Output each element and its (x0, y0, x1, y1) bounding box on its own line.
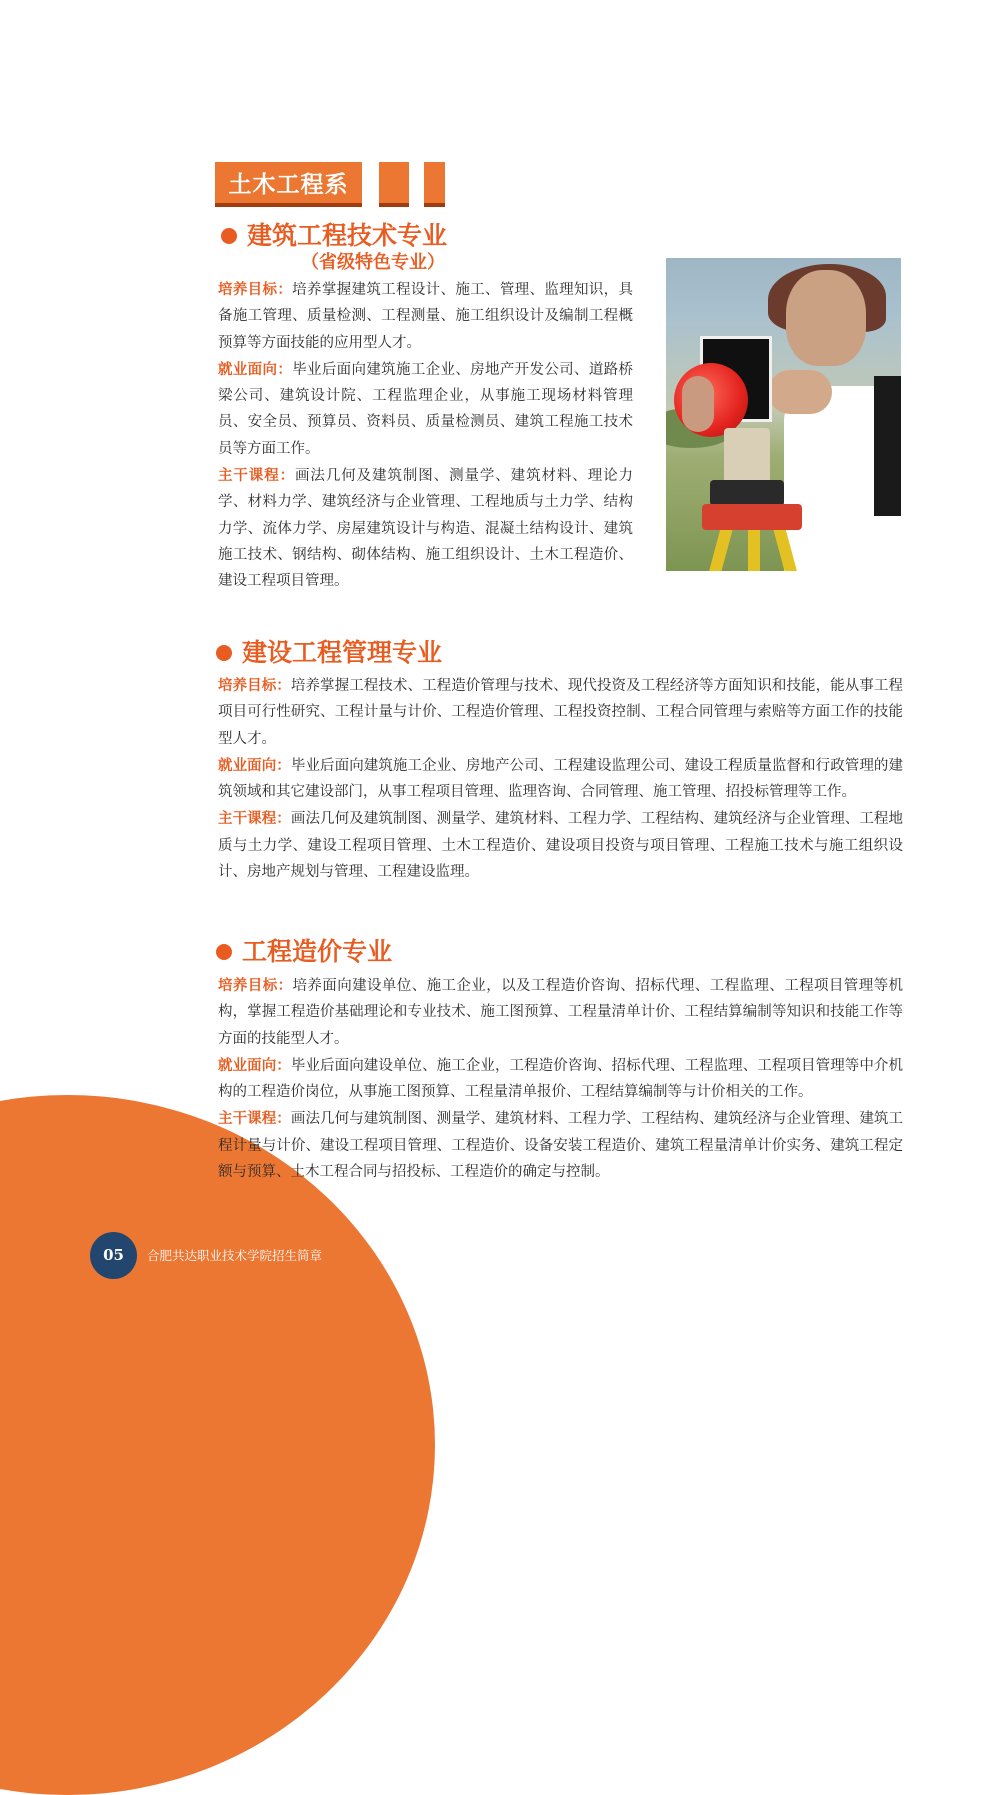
para-text: 培养面向建设单位、施工企业，以及工程造价咨询、招标代理、工程监理、工程项目管理等机构，掌握工程造价基础理论和专业技术、施工图预算、工程量清单计价、工程结算编制等知识和技能工作等方面的技能型人才。 (218, 978, 903, 1047)
para-text: 培养掌握建筑工程设计、施工、管理、监理知识，具备施工管理、质量检测、工程测量、施工组织设计及编制工程概预算等方面技能的应用型人才。 (218, 282, 634, 351)
header-decor-bar (424, 162, 445, 207)
para-text: 画法几何及建筑制图、测量学、建筑材料、工程力学、工程结构、建筑经济与企业管理、工程地质与土力学、建设工程项目管理、土木工程造价、建设项目投资与项目管理、工程施工技术与施工组织设计、房地产规划与管理、工程建设监理。 (218, 811, 904, 881)
tripod-leg (703, 526, 733, 571)
para-label: 主干课程： (218, 1110, 291, 1128)
para-text: 毕业后面向建筑施工企业、房地产开发公司、道路桥梁公司、建筑设计院、工程监理企业，从事施工现场材料管理员、安全员、预算员、资料员、质量检测员、建筑工程施工技术员等方面工作。 (218, 361, 634, 457)
para-label: 主干课程： (218, 467, 296, 485)
major-section-construction-management (216, 638, 906, 668)
photo-instrument (724, 428, 770, 484)
major-title (216, 638, 906, 668)
para-label: 培养目标： (218, 977, 293, 994)
para-text: 培养掌握工程技术、工程造价管理与技术、现代投资及工程经济等方面知识和技能，能从事工程项目可行性研究、工程计量与计价、工程造价管理、工程投资控制、工程合同管理与索赔等方面工作的技能型人才。 (218, 678, 904, 747)
major-section-cost-engineering (216, 937, 906, 967)
major-body-construction-management (218, 673, 903, 886)
employment-direction (218, 357, 633, 462)
major-body-cost-engineering (218, 973, 903, 1186)
major-title-text: 建设工程管理专业 (242, 638, 443, 667)
para-text: 毕业后面向建设单位、施工企业，工程造价咨询、招标代理、工程监理、工程项目管理等中介机构的工程造价岗位，从事施工图预算、工程量清单报价、工程结算编制等与计价相关的工作。 (218, 1057, 904, 1101)
decorative-orange-circle (0, 1095, 435, 1795)
para-text: 毕业后面向建筑施工企业、房地产公司、工程建设监理公司、建设工程质量监督和行政管理的建筑领域和其它建设部门，从事工程项目管理、监理咨询、合同管理、施工管理、招投标管理等工作。 (218, 757, 904, 801)
tripod-leg (748, 526, 760, 571)
para-label: 培养目标： (218, 281, 293, 298)
para-label: 就业面向： (218, 1056, 291, 1074)
para-label: 就业面向： (218, 360, 293, 378)
main-courses (218, 463, 633, 594)
page-number: 05 (90, 1232, 137, 1279)
footer-text: 合肥共达职业技术学院招生简章 (147, 1248, 323, 1263)
bullet-dot-icon (216, 944, 232, 960)
para-label: 主干课程： (218, 810, 291, 828)
major-title (221, 221, 661, 251)
para-label: 培养目标： (218, 677, 291, 694)
photo-sleeve (874, 376, 901, 516)
major-body-architecture (218, 277, 633, 596)
employment-direction (218, 1053, 903, 1106)
major-title (216, 937, 906, 967)
major-title-text: 建筑工程技术专业 (247, 221, 448, 250)
employment-direction (218, 753, 903, 806)
major-subtitle: （省级特色专业） (301, 252, 445, 273)
bullet-dot-icon (216, 645, 232, 661)
main-courses (218, 806, 903, 885)
para-text: 画法几何与建筑制图、测量学、建筑材料、工程力学、工程结构、建筑经济与企业管理、建筑工程计量与计价、建设工程项目管理、工程造价、设备安装工程造价、建筑工程量清单计价实务、建筑工程定额与预算、土木工程合同与招投标、工程造价的确定与控制。 (218, 1111, 904, 1181)
header-decor-bar (379, 162, 409, 207)
training-goal (218, 973, 903, 1052)
bullet-dot-icon (221, 228, 237, 244)
department-title: 土木工程系 (215, 162, 362, 207)
surveyor-photo (666, 258, 901, 571)
main-courses (218, 1106, 903, 1185)
para-text: 画法几何及建筑制图、测量学、建筑材料、理论力学、材料力学、建筑经济与企业管理、工程地质与土力学、结构力学、流体力学、房屋建筑设计与构造、混凝土结构设计、建筑施工技术、钢结构、砌体结构、施工组织设计、土木工程造价、建设工程项目管理。 (218, 468, 634, 590)
para-label: 就业面向： (218, 756, 291, 774)
tripod-head (702, 504, 802, 530)
major-title-text: 工程造价专业 (242, 937, 393, 966)
photo-hand (768, 370, 832, 414)
photo-head (786, 270, 866, 366)
training-goal (218, 277, 633, 356)
training-goal (218, 673, 903, 752)
major-section-architecture (221, 221, 661, 275)
photo-instrument-base (710, 480, 784, 506)
photo-hand (682, 376, 714, 432)
